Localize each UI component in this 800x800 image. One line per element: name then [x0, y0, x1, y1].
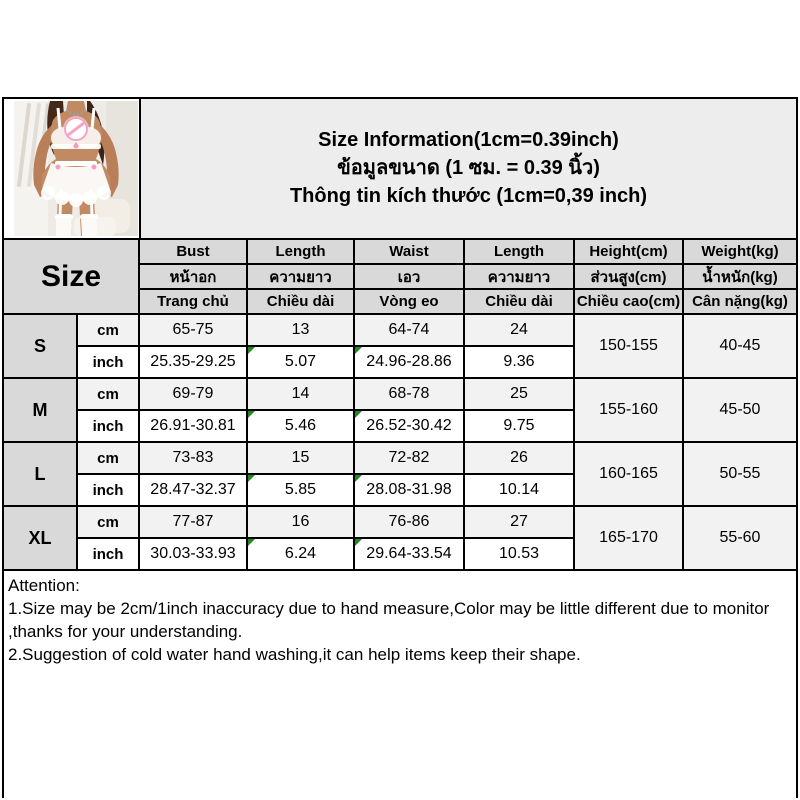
row-s-unit-inch: inch — [78, 347, 138, 377]
col-bust-th: หน้าอก — [140, 265, 246, 288]
cell-xl-height: 165-170 — [575, 507, 682, 569]
cell-xl-weight: 55-60 — [684, 507, 796, 569]
row-s-label: S — [4, 315, 76, 377]
cell-m-cm-bust: 69-79 — [140, 379, 246, 409]
cell-m-cm-waist: 68-78 — [355, 379, 463, 409]
row-m-unit-inch: inch — [78, 411, 138, 441]
attention-note-2: 2.Suggestion of cold water hand washing,it can help items keep their shape. — [8, 645, 581, 664]
row-xl-unit-inch: inch — [78, 539, 138, 569]
cell-xl-inch-bust: 30.03-33.93 — [140, 539, 246, 569]
title-block — [141, 99, 796, 238]
cell-m-height: 155-160 — [575, 379, 682, 441]
cell-l-height: 160-165 — [575, 443, 682, 505]
cell-s-inch-length2: 9.36 — [465, 347, 573, 377]
product-photo-cell — [4, 99, 141, 238]
col-weight-en: Weight(kg) — [684, 240, 796, 263]
col-height-en: Height(cm) — [575, 240, 682, 263]
corner-size-label: Size — [4, 240, 138, 313]
col-bust-vi: Trang chủ — [140, 290, 246, 313]
col-weight-th: น้ำหนัก(kg) — [684, 265, 796, 288]
cell-s-height: 150-155 — [575, 315, 682, 377]
cell-s-cm-bust: 65-75 — [140, 315, 246, 345]
cell-m-inch-bust: 26.91-30.81 — [140, 411, 246, 441]
cell-s-inch-waist: 24.96-28.86 — [355, 347, 463, 377]
cell-m-cm-length2: 25 — [465, 379, 573, 409]
row-m-unit-cm: cm — [78, 379, 138, 409]
cell-l-inch-length1: 5.85 — [248, 475, 353, 505]
cell-l-cm-length1: 15 — [248, 443, 353, 473]
col-length1-vi: Chiều dài — [248, 290, 353, 313]
chart-frame — [2, 97, 798, 798]
cell-l-cm-length2: 26 — [465, 443, 573, 473]
col-length2-vi: Chiều dài — [465, 290, 573, 313]
cell-s-weight: 40-45 — [684, 315, 796, 377]
cell-l-weight: 50-55 — [684, 443, 796, 505]
cell-s-inch-length1: 5.07 — [248, 347, 353, 377]
col-length1-en: Length — [248, 240, 353, 263]
row-l-unit-cm: cm — [78, 443, 138, 473]
col-length1-th: ความยาว — [248, 265, 353, 288]
col-waist-vi: Vòng eo — [355, 290, 463, 313]
attention-section — [4, 571, 796, 666]
col-weight-vi: Cân nặng(kg) — [684, 290, 796, 313]
col-length2-en: Length — [465, 240, 573, 263]
row-xl-label: XL — [4, 507, 76, 569]
row-s-unit-cm: cm — [78, 315, 138, 345]
cell-l-cm-waist: 72-82 — [355, 443, 463, 473]
cell-m-weight: 45-50 — [684, 379, 796, 441]
row-l-label: L — [4, 443, 76, 505]
row-m-label: M — [4, 379, 76, 441]
cell-xl-inch-waist: 29.64-33.54 — [355, 539, 463, 569]
cell-s-cm-length1: 13 — [248, 315, 353, 345]
col-waist-en: Waist — [355, 240, 463, 263]
cell-s-cm-waist: 64-74 — [355, 315, 463, 345]
row-xl-unit-cm: cm — [78, 507, 138, 537]
title-line-en: Size Information(1cm=0.39inch) — [318, 129, 619, 151]
cell-s-cm-length2: 24 — [465, 315, 573, 345]
top-row — [4, 99, 796, 240]
cell-m-inch-waist: 26.52-30.42 — [355, 411, 463, 441]
cell-xl-inch-length2: 10.53 — [465, 539, 573, 569]
col-length2-th: ความยาว — [465, 265, 573, 288]
cell-l-inch-length2: 10.14 — [465, 475, 573, 505]
attention-note-1: 1.Size may be 2cm/1inch inaccuracy due to hand measure,Color may be little different due to monitor ,thanks for your understanding. — [8, 599, 770, 641]
product-photo — [14, 101, 138, 236]
col-height-th: ส่วนสูง(cm) — [575, 265, 682, 288]
cell-xl-inch-length1: 6.24 — [248, 539, 353, 569]
col-bust-en: Bust — [140, 240, 246, 263]
cell-xl-cm-bust: 77-87 — [140, 507, 246, 537]
cell-m-inch-length2: 9.75 — [465, 411, 573, 441]
cell-m-cm-length1: 14 — [248, 379, 353, 409]
row-l-unit-inch: inch — [78, 475, 138, 505]
cell-xl-cm-waist: 76-86 — [355, 507, 463, 537]
cell-l-cm-bust: 73-83 — [140, 443, 246, 473]
cell-s-inch-bust: 25.35-29.25 — [140, 347, 246, 377]
cell-l-inch-bust: 28.47-32.37 — [140, 475, 246, 505]
col-waist-th: เอว — [355, 265, 463, 288]
cell-m-inch-length1: 5.46 — [248, 411, 353, 441]
cell-xl-cm-length1: 16 — [248, 507, 353, 537]
col-height-vi: Chiều cao(cm) — [575, 290, 682, 313]
attention-heading: Attention: — [8, 576, 80, 595]
cell-l-inch-waist: 28.08-31.98 — [355, 475, 463, 505]
title-line-th: ข้อมูลขนาด (1 ซม. = 0.39 นิ้ว) — [337, 157, 600, 179]
title-line-vi: Thông tin kích thước (1cm=0,39 inch) — [289, 185, 648, 207]
cell-xl-cm-length2: 27 — [465, 507, 573, 537]
size-table — [4, 240, 796, 571]
